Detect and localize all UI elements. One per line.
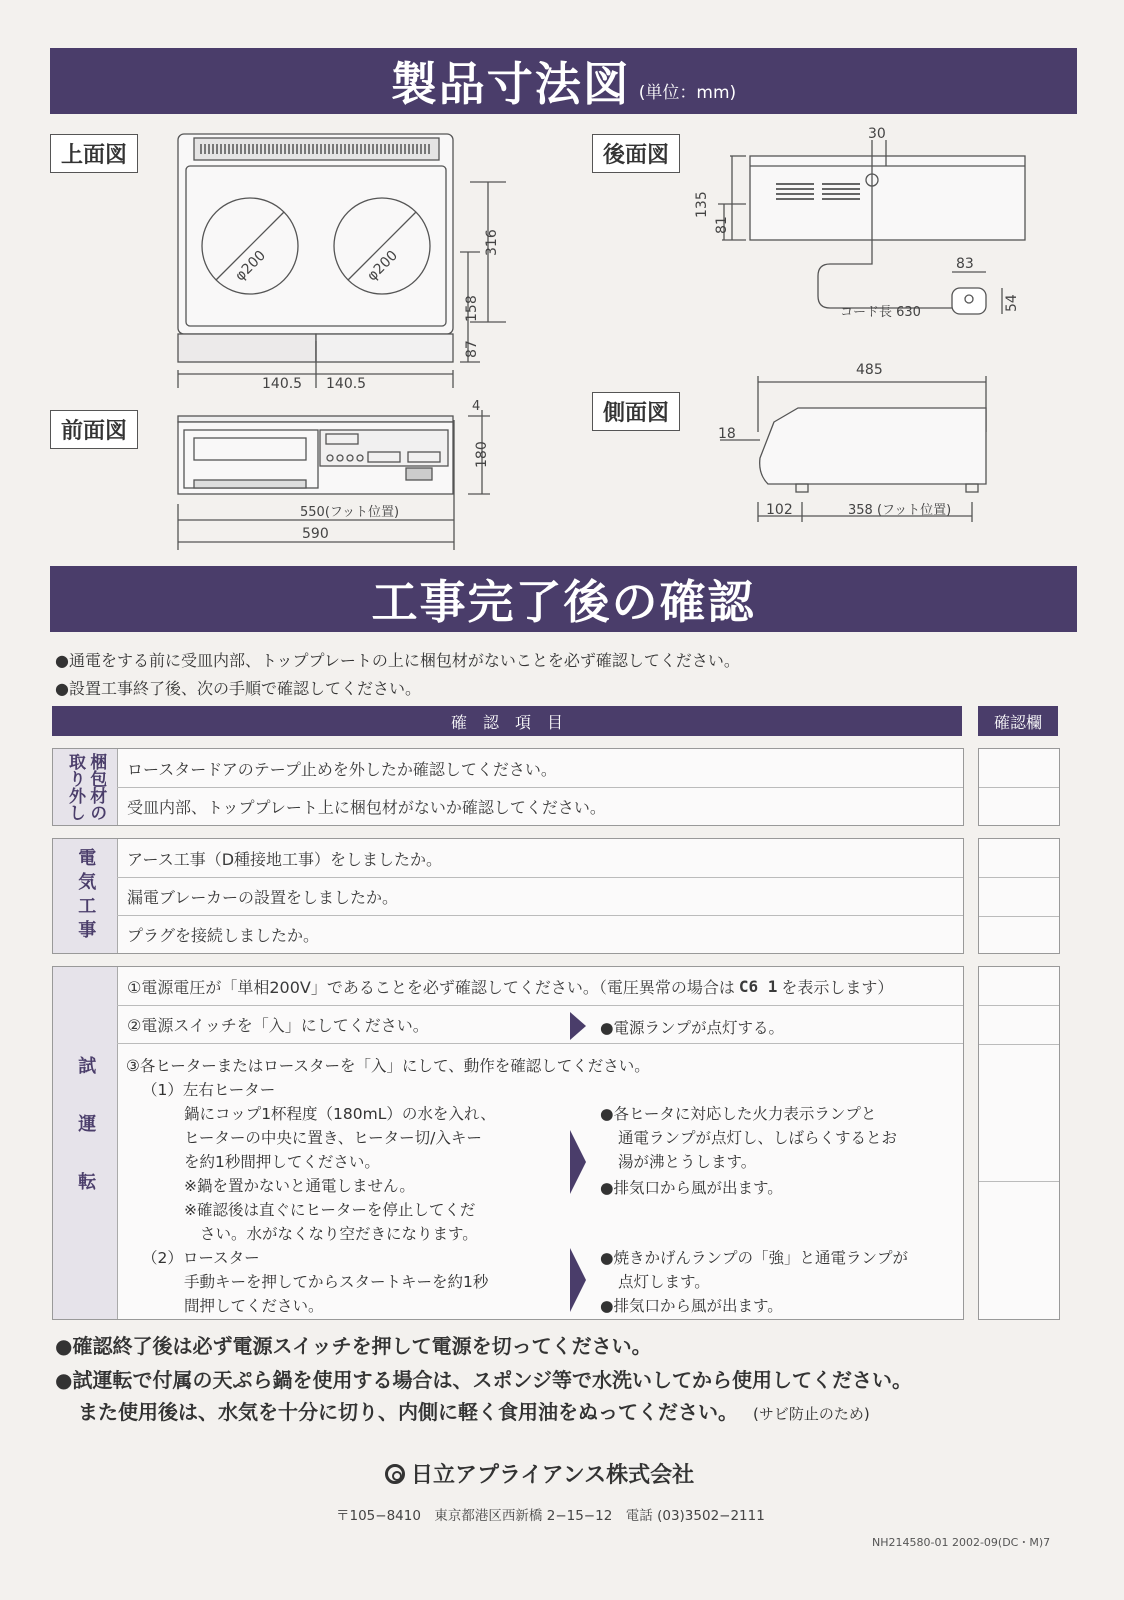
electrical-check-cells[interactable] (978, 838, 1060, 954)
electrical-section (52, 838, 964, 954)
table-header (52, 706, 962, 736)
check-cell[interactable] (979, 1182, 1059, 1318)
heater-title: （1）左右ヒーター (142, 1081, 276, 1099)
check-title: 工事完了後の確認 (371, 575, 756, 629)
arrow-icon (570, 1012, 586, 1040)
dim-phi-right: φ200 (364, 247, 401, 285)
list-item: ②電源スイッチを「入」にしてください。 (117, 1005, 963, 1044)
power-lamp-result: ●電源ランプが点灯する。 (600, 1019, 785, 1037)
final-note-2: ●試運転で付属の天ぷら鍋を使用する場合は、スポンジ等で水洗いしてから使用してください。 (55, 1368, 912, 1392)
back-view-label: 後面図 (592, 134, 680, 173)
table-header-label: 確 認 項 目 (450, 712, 563, 732)
trial-check-cells[interactable] (978, 966, 1060, 1320)
dim-485: 485 (856, 362, 883, 378)
address: 〒105−8410 東京都港区西新橋 2−15−12 電話 (03)3502−2111 (336, 1508, 765, 1524)
hitachi-logo-icon (385, 1464, 405, 1484)
dim-54: 54 (1004, 294, 1020, 312)
dim-180: 180 (474, 441, 490, 468)
dim-358: 358 (フット位置) (848, 503, 952, 518)
dim-30: 30 (868, 126, 886, 142)
dimensions-title: 製品寸法図 (390, 57, 631, 111)
electrical-category: 電気工事 (53, 839, 118, 953)
note-1: ●通電をする前に受皿内部、トッププレートの上に梱包材がないことを必ず確認してください。 (55, 651, 740, 670)
check-cell[interactable] (979, 749, 1059, 788)
check-cell[interactable] (979, 1006, 1059, 1045)
arrow-icon (570, 1248, 586, 1312)
check-cell[interactable] (979, 917, 1059, 953)
trial-category: 試運転 (53, 967, 118, 1319)
dim-18: 18 (718, 426, 736, 442)
roaster-title: （2）ロースター (142, 1249, 260, 1267)
company-name: 日立アプライアンス株式会社 (385, 1458, 694, 1489)
dim-590: 590 (302, 526, 329, 542)
front-view-drawing (170, 400, 510, 550)
final-note-1: ●確認終了後は必ず電源スイッチを押して電源を切ってください。 (55, 1334, 652, 1358)
list-item: アース工事（D種接地工事）をしましたか。 (117, 839, 963, 878)
back-view-drawing (690, 126, 1050, 326)
dimensions-banner (50, 48, 1077, 114)
dim-83: 83 (956, 256, 974, 272)
check-cell[interactable] (979, 839, 1059, 878)
front-view-label: 前面図 (50, 410, 138, 449)
dim-phi-left: φ200 (232, 247, 269, 285)
list-item: ロースタードアのテープ止めを外したか確認してください。 (117, 749, 963, 788)
dim-316: 316 (484, 229, 500, 256)
check-cell[interactable] (979, 1045, 1059, 1182)
cord-length: コード長 630 (840, 305, 921, 320)
dim-140-5-left: 140.5 (262, 376, 303, 392)
step3-text: ③各ヒーターまたはロースターを「入」にして、動作を確認してください。 (126, 1057, 650, 1075)
list-item: ①電源電圧が「単相200V」であることを必ず確認してください。（電圧異常の場合は C6 1 を表示します） (117, 967, 963, 1006)
top-view-label: 上面図 (50, 134, 138, 173)
side-view-label: 側面図 (592, 392, 680, 431)
check-banner (50, 566, 1077, 632)
list-item: 受皿内部、トッププレート上に梱包材がないか確認してください。 (127, 797, 606, 817)
dim-87: 87 (464, 340, 480, 358)
dim-81: 81 (714, 216, 730, 234)
check-column-label: 確認欄 (993, 712, 1042, 732)
dim-102: 102 (766, 502, 793, 518)
packing-check-cells[interactable] (978, 748, 1060, 826)
packing-section (52, 748, 964, 826)
dim-158: 158 (464, 295, 480, 322)
dim-135: 135 (694, 191, 710, 218)
dim-550: 550(フット位置) (300, 505, 400, 520)
side-view-drawing (710, 362, 1010, 532)
error-code: C6 1 (738, 976, 778, 996)
unit-label: (単位：mm) (638, 82, 737, 103)
check-column-header (978, 706, 1058, 736)
check-cell[interactable] (979, 878, 1059, 917)
list-item: 漏電ブレーカーの設置をしましたか。 (117, 877, 963, 916)
doc-code: NH214580-01 2002-09(DC・M)7 (872, 1536, 1051, 1549)
top-view-drawing (170, 126, 520, 396)
dim-140-5-right: 140.5 (326, 376, 367, 392)
list-item: プラグを接続しましたか。 (127, 925, 320, 945)
packing-category: 梱包材の取り外し (53, 749, 118, 825)
dim-4: 4 (472, 400, 481, 414)
note-2: ●設置工事終了後、次の手順で確認してください。 (55, 679, 421, 698)
final-note-3: また使用後は、水気を十分に切り、内側に軽く食用油をぬってください。 (サビ防止のため) (78, 1400, 870, 1424)
check-cell[interactable] (979, 788, 1059, 825)
arrow-icon (570, 1130, 586, 1194)
check-cell[interactable] (979, 967, 1059, 1006)
